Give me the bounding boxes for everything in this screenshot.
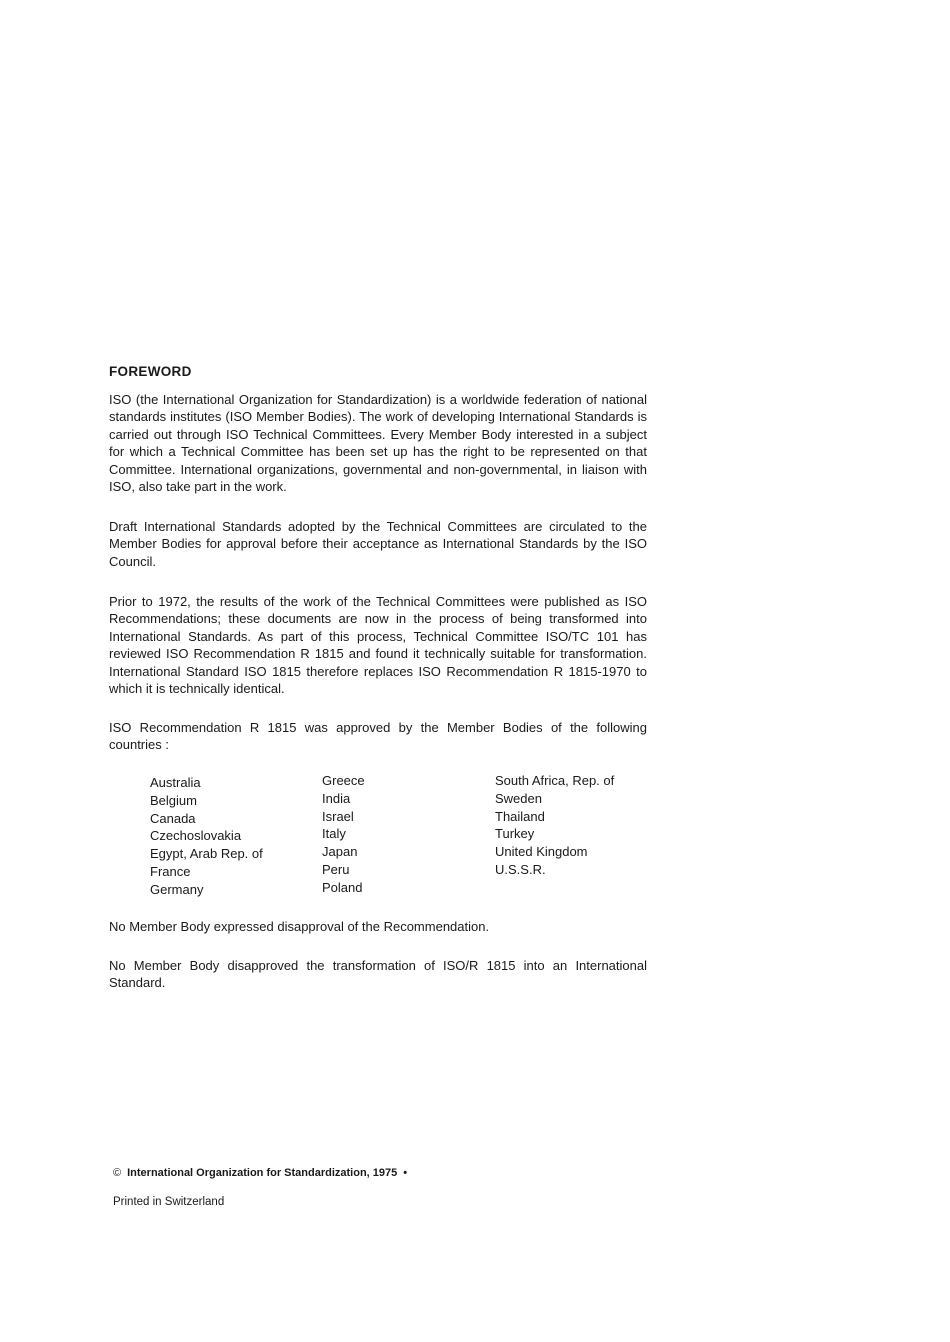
country-name: South Africa, Rep. of <box>495 773 615 788</box>
copyright-line <box>113 1167 407 1179</box>
country-name: U.S.S.R. <box>495 861 546 877</box>
paragraph-iso-intro: ISO (the International Organization for Standardization) is a worldwide federation of national standards institutes (ISO Member Bodies). The work of developing International Standards is carried out through ISO Technical Committees. Every Member Body interested in a subject for which a Technical Committee has been set up has the right to be represented on that Committee. International organizations, governmental and non-governmental, in liaison with ISO, also take part in the work. <box>109 392 647 495</box>
country-name: United Kingdom <box>495 844 588 860</box>
country-name: Belgium <box>150 792 197 808</box>
printed-in: Printed in Switzerland <box>113 1196 225 1208</box>
country-column-2 <box>322 772 365 897</box>
paragraph-prior-to-1972: Prior to 1972, the results of the work of the Technical Committees were published as ISO Recommendations; these documents are now in the process of being transformed into International Standards. As part of this process, Technical Committee ISO/TC 101 has reviewed ISO Recommendation R 1815 and found it technically suitable for transformation. International Standard ISO 1815 therefore replaces ISO Recommendation R 1815-1970 to which it is technically identical. <box>109 594 647 697</box>
country-name: Israel <box>322 808 354 824</box>
copyright-symbol: © <box>113 1167 122 1179</box>
country-name: Egypt, Arab Rep. of <box>150 846 263 862</box>
country-name: Peru <box>322 861 350 877</box>
paragraph-approval: ISO Recommendation R 1815 was approved by the Member Bodies of the following countries : <box>109 720 647 753</box>
country-name: Czechoslovakia <box>150 828 242 844</box>
bullet-icon: • <box>403 1167 408 1179</box>
paragraph-draft-standards: Draft International Standards adopted by the Technical Committees are circulated to the Member Bodies for approval before their acceptance as International Standards by the ISO Council. <box>109 519 647 569</box>
country-name: Turkey <box>495 826 535 842</box>
country-name: India <box>322 790 351 806</box>
country-column-1 <box>150 774 263 899</box>
country-name: France <box>150 863 191 879</box>
country-column-3 <box>495 772 614 879</box>
country-name: Thailand <box>495 808 545 824</box>
paragraph-no-transformation-disapproval: No Member Body disapproved the transformation of ISO/R 1815 into an International Standard. <box>109 958 647 991</box>
country-name: Australia <box>150 775 201 790</box>
country-name: Sweden <box>495 790 542 806</box>
country-name: Greece <box>322 773 365 788</box>
country-name: Germany <box>150 881 204 897</box>
country-name: Japan <box>322 844 358 860</box>
country-name: Italy <box>322 826 346 842</box>
copyright-text: International Organization for Standardization, 1975 <box>127 1167 398 1179</box>
country-name: Poland <box>322 879 363 895</box>
paragraph-no-disapproval: No Member Body expressed disapproval of the Recommendation. <box>109 919 490 934</box>
country-name: Canada <box>150 810 196 826</box>
foreword-heading: FOREWORD <box>109 364 192 379</box>
